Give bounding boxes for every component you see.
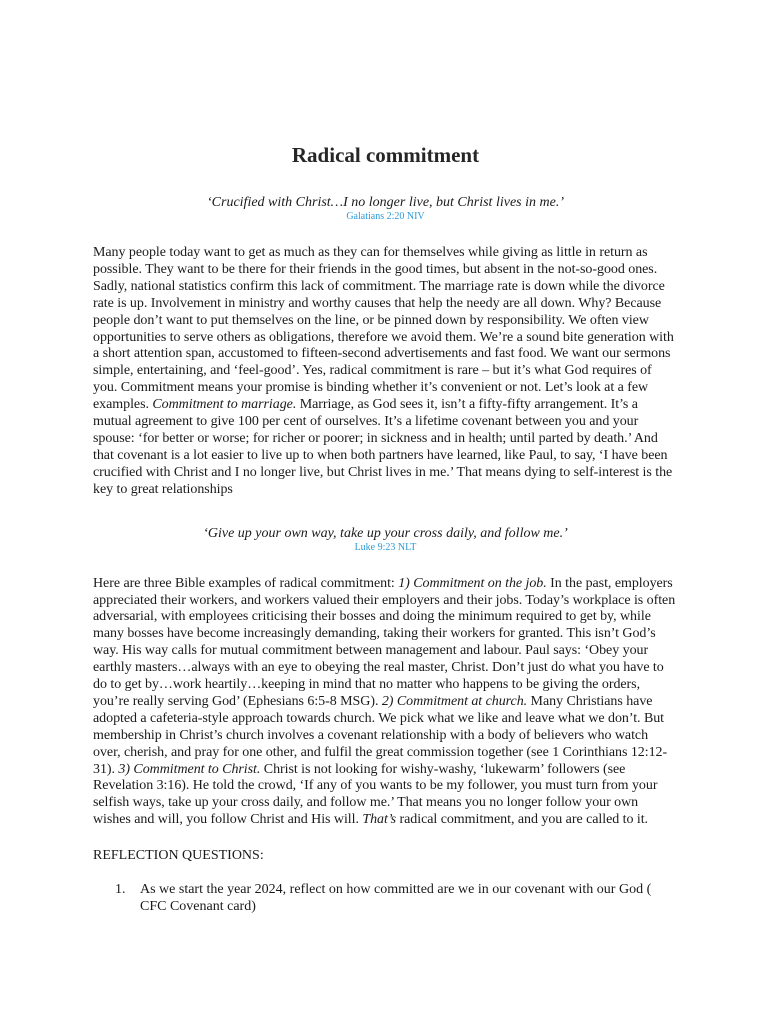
paragraph-run: Here are three Bible examples of radical commitment: [93,575,399,591]
paragraph-run-italic: 2) Commitment at church. [381,693,528,709]
document-title: Radical commitment [291,143,480,167]
paragraph-run-italic: 1) Commitment on the job. [398,575,547,591]
questions-list [93,882,678,916]
paragraph-run-italic: 3) Commitment to Christ. [118,761,261,777]
paragraph-run: Many people today want to get as much as they can for themselves while giving as little in return as possible. They want to be there for their friends in the good times, but absent in the not-so-good ones. Sadly, national statistics confirm this lack of commitment. The marriage rate is down while the divorce rate is up. Involvement in ministry and worthy causes that help the needy are all down. Why? Because people don’t want to put themselves on the line, or be pinned down by responsibility. We often view opportunities to serve others as obligations, therefore we avoid them. We’re a sound bite generation with a short attention span, accustomed to fifteen-second advertisements and fast food. We want our sermons simple, entertaining, and ‘feel-good’. Yes, radical commitment is rare – but it’s what God requires of you. Commitment means your promise is binding whether it’s convenient or not. Let’s look at a few examples. [93,245,674,413]
list-item [93,882,678,916]
paragraph-run: radical commitment, and you are called to it. [396,812,649,828]
paragraph-run: In the past, employers appreciated their workers, and workers valued their employers and their jobs. Today’s workplace is often adversarial, with employees criticising their bosses and doing the minimum required to get by, while many bosses have become increasingly demanding, taking their workers for granted. This isn’t God’s way. His way calls for mutual commitment between management and labour. Paul says: ‘Obey your earthly masters…always with an eye to obeying the real master, Christ. Don’t just do what you have to do to get by…work heartily…keeping in mind that no matter who happens to be giving the orders, you’re really serving God’ (Ephesians 6:5-8 MSG). [93,575,676,709]
list-item-text: As we start the year 2024, reflect on how committed are we in our covenant with our God ( CFC Covenant card) [140,882,652,915]
verse-quote-1: ‘Crucified with Christ…I no longer live, but Christ lives in me.’ [207,195,564,210]
paragraph-run: Marriage, as God sees it, isn’t a fifty-fifty arrangement. It’s a mutual agreement to give 100 per cent of ourselves. It’s a lifetime covenant between you and your spouse: ‘for better or worse; for richer or poorer; in sickness and in health; until parted by death.’ And that covenant is a lot easier to live up to when both partners have learned, like Paul, to say, ‘I have been crucified with Christ and I no longer live, but Christ lives in me.’ That means dying to self-interest is the key to great relationships [93,397,673,497]
verse-reference-2: Luke 9:23 NLT [354,541,417,553]
body-paragraph-1 [93,245,678,499]
verse-reference-1: Galatians 2:20 NIV [346,211,425,222]
body-paragraph-2 [93,576,678,830]
paragraph-run-italic: That’s [362,812,397,828]
paragraph-run-italic: Commitment to marriage. [152,397,297,413]
verse-quote-2: ‘Give up your own way, take up your cross daily, and follow me.’ [203,525,568,541]
verse-block-2 [93,525,678,554]
list-item-number: 1. [115,882,126,898]
paragraph-run: Christ is not looking for wishy-washy, ‘lukewarm’ followers (see Revelation 3:16). He told the crowd, ‘If any of you wants to be my follower, you must turn from your selfish ways, take up your cross daily, and follow me.’ That means you no longer follow your own wishes and will, you follow Christ and His will. [93,761,658,828]
paragraph-run: Many Christians have adopted a cafeteria-style approach towards church. We pick what we like and leave what we don’t. But membership in Christ’s church involves a covenant relationship with a body of believers who watch over, cherish, and pray for one other, and fulfil the great commission together (see 1 Corinthians 12:12-31). [93,693,668,777]
document-page [93,142,678,916]
reflection-heading: REFLECTION QUESTIONS: [93,848,264,864]
verse-block-1 [93,194,678,223]
